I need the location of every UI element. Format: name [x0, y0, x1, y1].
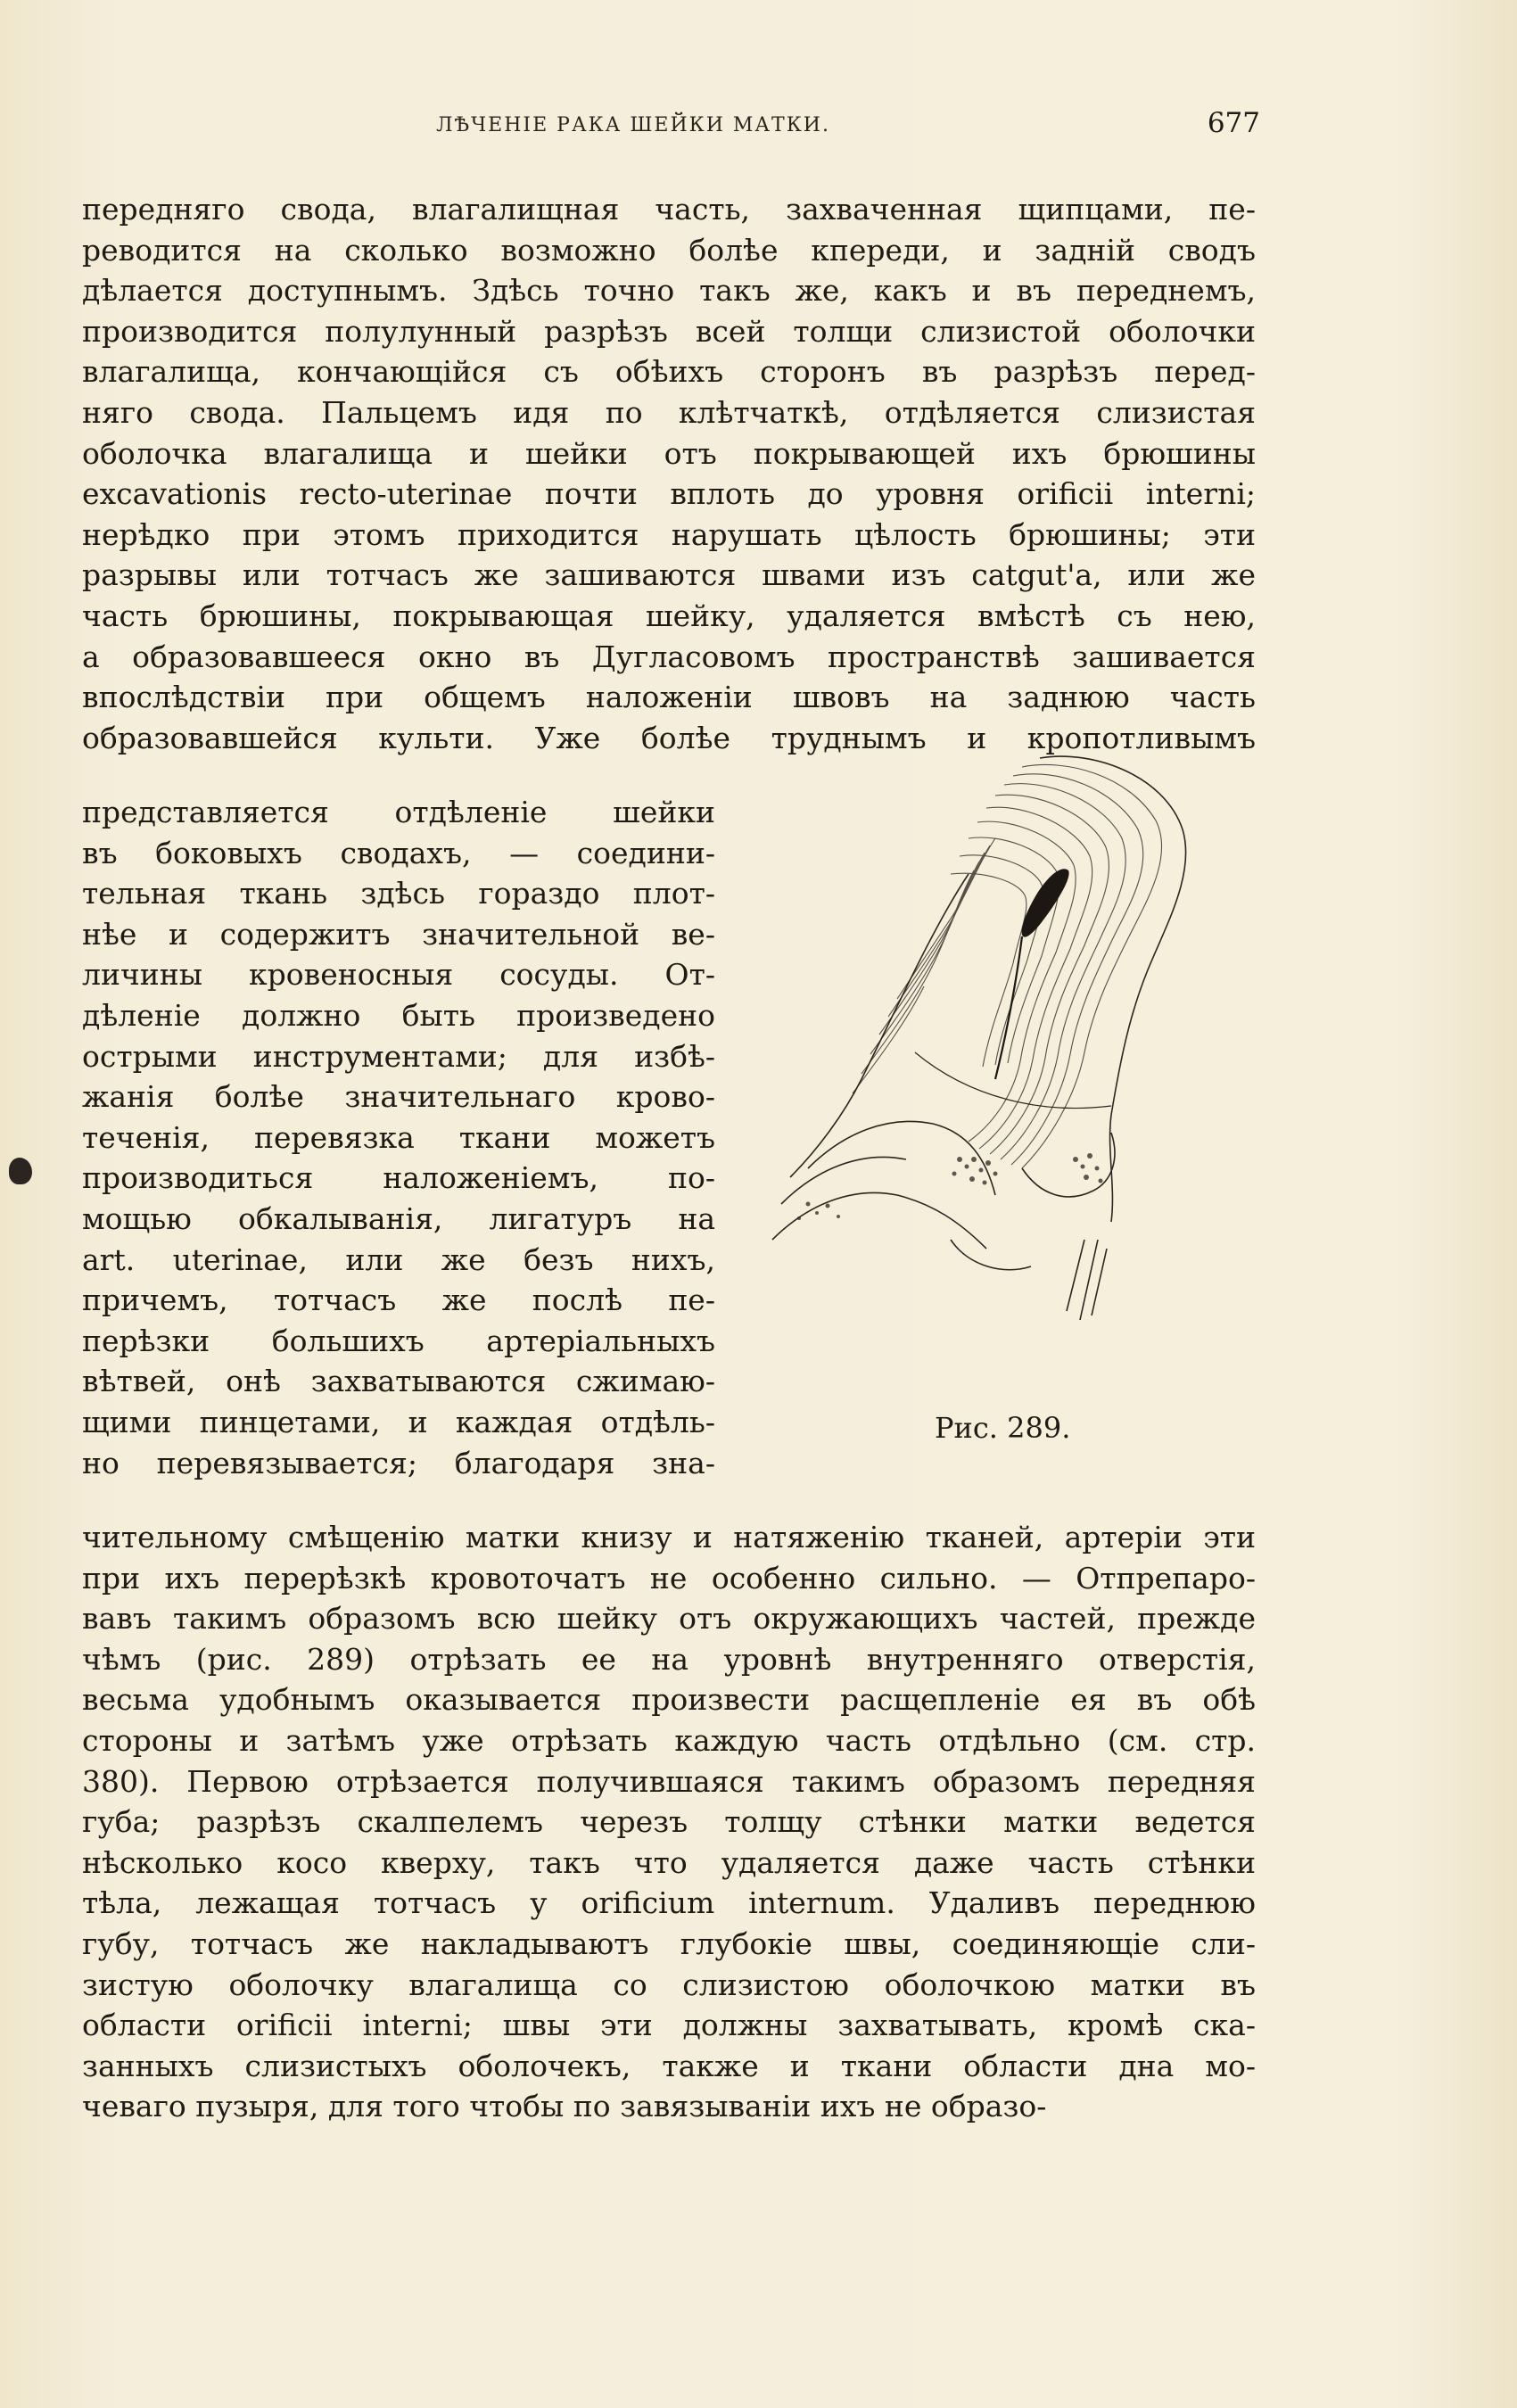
text-line: области orificii interni; швы эти должны захватывать, кромѣ ска- [82, 2008, 1256, 2043]
text-line: образовавшейся культи. Уже болѣе труднымъ и кропотливымъ [82, 720, 1256, 755]
text-line: excavationis recto-uterinae почти вплоть до уровня orificii interni; [82, 476, 1256, 512]
text-line: оболочка влагалища и шейки отъ покрывающей ихъ брюшины [82, 435, 1256, 471]
text-line: губа; разрѣзъ скалпелемъ черезъ толщу стѣнки матки ведется [82, 1804, 1256, 1840]
text-line: мощью обкалыванія, лигатуръ на [82, 1200, 715, 1236]
text-line: art. uterinae, или же безъ нихъ, [82, 1241, 715, 1277]
text-line: стороны и затѣмъ уже отрѣзать каждую часть отдѣльно (см. стр. [82, 1722, 1256, 1758]
figure-caption: Рис. 289. [935, 1411, 1071, 1445]
text-line: передняго свода, влагалищная часть, захваченная щипцами, пе- [82, 192, 1256, 227]
text-line: нерѣдко при этомъ приходится нарушать цѣлость брюшины; эти [82, 516, 1256, 552]
running-head: ЛѢЧЕНІЕ РАКА ШЕЙКИ МАТКИ. [436, 114, 830, 136]
text-line: 380). Первою отрѣзается получившаяся такимъ образомъ передняя [82, 1763, 1256, 1799]
text-line: чительному смѣщенію матки книзу и натяженію тканей, артеріи эти [82, 1520, 1256, 1554]
text-line: реводится на сколько возможно болѣе кпереди, и задній сводъ [82, 232, 1256, 268]
text-line: занныхъ слизистыхъ оболочекъ, также и ткани области дна мо- [82, 2048, 1256, 2083]
text-line: вѣтвей, онѣ захватываются сжимаю- [82, 1364, 715, 1399]
text-line: а образовавшееся окно въ Дугласовомъ пространствѣ зашивается [82, 639, 1256, 674]
page-number: 677 [1207, 107, 1260, 139]
text-line: губу, тотчасъ же накладываютъ глубокіе швы, соединяющіе сли- [82, 1926, 1256, 1961]
body-text-wrapped [82, 792, 715, 1483]
text-line: теченія, перевязка ткани можетъ [82, 1119, 715, 1155]
text-line: но перевязывается; благодаря зна- [82, 1445, 715, 1480]
text-line: разрывы или тотчасъ же зашиваются швами изъ catgut'a, или же [82, 557, 1256, 593]
text-line: дѣлается доступнымъ. Здѣсь точно такъ же, какъ и въ переднемъ, [82, 273, 1256, 309]
text-line: часть брюшины, покрывающая шейку, удаляется вмѣстѣ съ нею, [82, 598, 1256, 633]
text-line: жанія болѣе значительнаго крово- [82, 1079, 715, 1115]
text-line: представляется отдѣленіе шейки [82, 795, 715, 829]
text-line: нѣсколько косо кверху, такъ что удаляется даже часть стѣнки [82, 1844, 1256, 1880]
text-line: весьма удобнымъ оказывается произвести расщепленіе ея въ обѣ [82, 1682, 1256, 1718]
body-text-bottom [82, 1517, 1256, 2127]
text-line: чѣмъ (рис. 289) отрѣзать ее на уровнѣ внутренняго отверстія, [82, 1641, 1256, 1677]
text-line: зистую оболочку влагалища со слизистою оболочкою матки въ [82, 1967, 1256, 2002]
text-line: перѣзки большихъ артеріальныхъ [82, 1323, 715, 1358]
text-line: производится полулунный разрѣзъ всей толщи слизистой оболочки [82, 313, 1256, 349]
text-line: причемъ, тотчасъ же послѣ пе- [82, 1282, 715, 1318]
text-line: влагалища, кончающійся съ обѣихъ сторонъ въ разрѣзъ перед- [82, 354, 1256, 390]
text-line: острыми инструментами; для избѣ- [82, 1038, 715, 1074]
figure-289 [754, 740, 1236, 1418]
text-line: вавъ такимъ образомъ всю шейку отъ окружающихъ частей, прежде [82, 1601, 1256, 1637]
text-line: въ боковыхъ сводахъ, — соедини- [82, 835, 715, 870]
text-line: дѣленіе должно быть произведено [82, 997, 715, 1033]
text-line: производиться наложеніемъ, по- [82, 1160, 715, 1196]
text-line: щими пинцетами, и каждая отдѣль- [82, 1404, 715, 1439]
text-line: тельная ткань здѣсь гораздо плот- [82, 876, 715, 911]
text-line: чеваго пузыря, для того чтобы по завязываніи ихъ не образо- [82, 2089, 1047, 2124]
text-line: личины кровеносныя сосуды. От- [82, 957, 715, 993]
anatomical-illustration [754, 740, 1236, 1418]
body-text-top [82, 189, 1256, 758]
text-line: няго свода. Пальцемъ идя по клѣтчаткѣ, отдѣляется слизистая [82, 394, 1256, 430]
text-line: впослѣдствіи при общемъ наложеніи швовъ на заднюю часть [82, 680, 1256, 715]
text-line: при ихъ перерѣзкѣ кровоточатъ не особенно сильно. — Отпрепаро- [82, 1560, 1256, 1596]
text-line: тѣла, лежащая тотчасъ у orificium internum. Удаливъ переднюю [82, 1885, 1256, 1921]
text-line: нѣе и содержитъ значительной ве- [82, 916, 715, 952]
ink-blot [9, 1158, 32, 1184]
